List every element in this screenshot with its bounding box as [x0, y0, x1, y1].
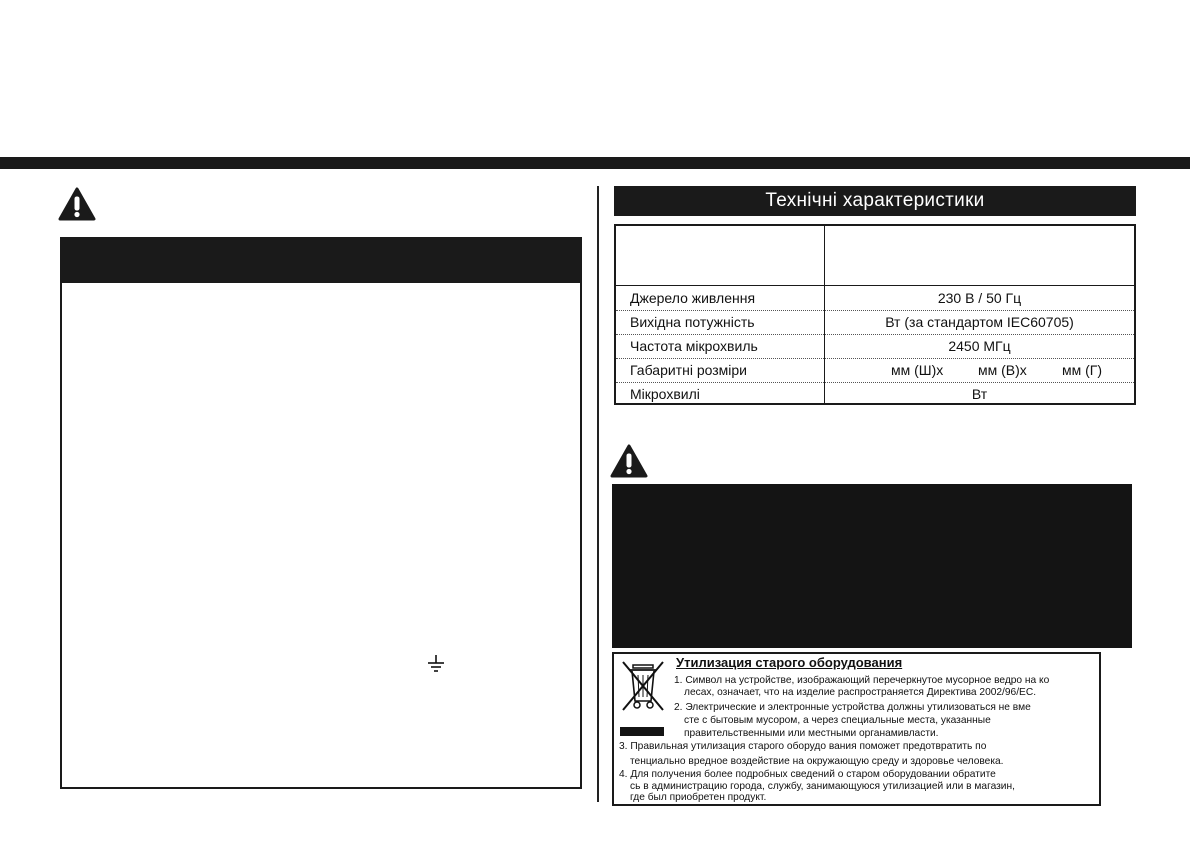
disposal-line: 3. Правильная утилизация старого оборудо вания поможет предотвратить по [619, 741, 987, 752]
disposal-line: 4. Для получения более подробных сведений о старом оборудовании обратите [619, 769, 996, 780]
warning-box-header [62, 239, 580, 283]
spec-label: Частота мікрохвиль [630, 338, 758, 354]
spec-row-microwave [616, 382, 1134, 406]
crossed-bin-icon [620, 659, 666, 713]
spec-label: Мікрохвилі [630, 386, 700, 402]
disposal-line: сь в администрацию города, службу, занимающуюся утилизацией или в магазин, [630, 781, 1015, 792]
disposal-line: 2. Электрические и электронные устройства должны утилизоваться не вме [674, 702, 1031, 713]
notice-panel [612, 484, 1132, 648]
dim-depth: мм (Г) [1062, 362, 1103, 378]
warning-icon [58, 187, 96, 221]
spec-label: Габаритні розміри [630, 362, 747, 378]
warning-box [60, 237, 582, 789]
spec-row-output-power [616, 310, 1134, 335]
spec-row-dimensions [616, 358, 1134, 383]
spec-value: 2450 МГц [948, 338, 1011, 354]
spec-value: Вт [971, 386, 988, 402]
ground-icon [426, 655, 446, 673]
disposal-line: тенциально вредное воздействие на окружающую среду и здоровье человека. [630, 756, 1004, 767]
disposal-line: сте с бытовым мусором, а через специальные места, указанные [684, 715, 991, 726]
spec-row-power-source [616, 286, 1134, 311]
disposal-line: правительственными или местными органамивласти. [684, 728, 939, 739]
spec-title: Технічні характеристики [614, 186, 1136, 216]
spec-label: Вихідна потужність [630, 314, 755, 330]
spec-value: 230 В / 50 Гц [937, 290, 1022, 306]
spec-row-frequency [616, 334, 1134, 359]
disposal-title: Утилизация старого оборудования [676, 655, 903, 670]
disposal-notice [612, 652, 1101, 806]
spec-table [614, 224, 1136, 405]
spec-value: Вт (за стандартом IEC60705) [885, 314, 1074, 330]
disposal-line: 1. Символ на устройстве, изображающий перечеркнутое мусорное ведро на ко [674, 675, 1050, 686]
bin-bar [620, 727, 664, 736]
disposal-line: лесах, означает, что на изделие распространяется Директива 2002/96/ЕС. [684, 687, 1037, 698]
warning-icon [610, 444, 648, 478]
top-rule [0, 157, 1190, 169]
disposal-line: где был приобретен продукт. [630, 792, 767, 803]
column-divider [597, 186, 599, 802]
dim-width: мм (Ш)х [891, 362, 944, 378]
spec-label: Джерело живлення [630, 290, 756, 306]
dim-height: мм (В)х [978, 362, 1027, 378]
